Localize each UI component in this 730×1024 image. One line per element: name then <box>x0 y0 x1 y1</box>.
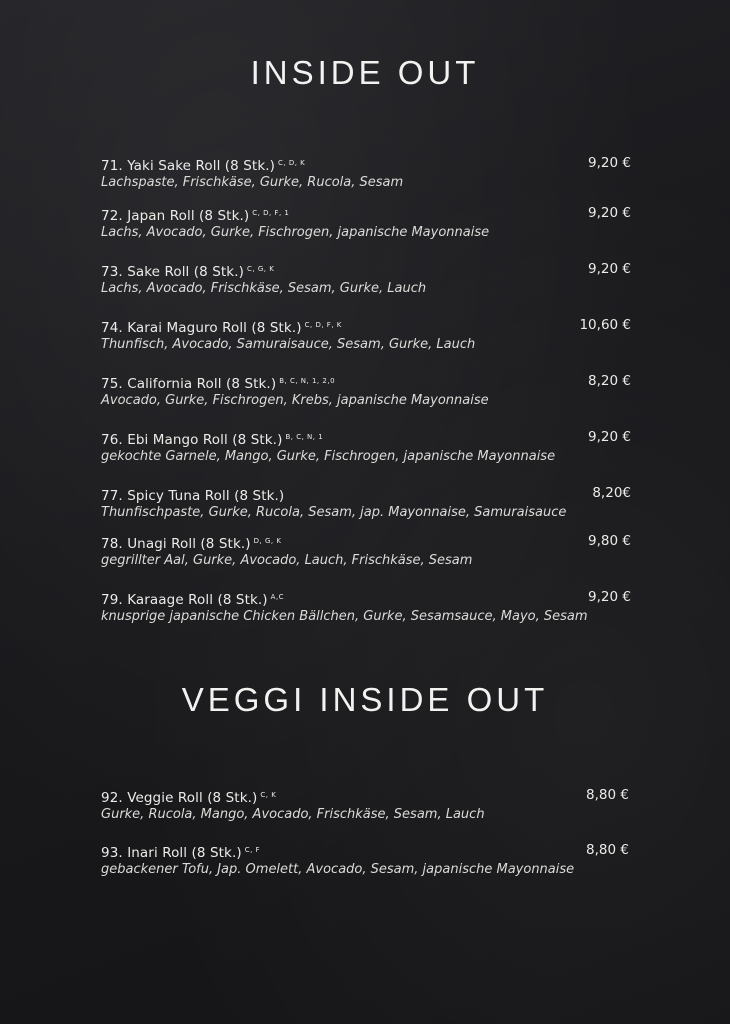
item-number: 76. <box>101 432 123 448</box>
menu-item-73 <box>101 261 631 296</box>
item-number: 77. <box>101 488 123 504</box>
item-title <box>101 432 323 448</box>
item-price: 9,20 € <box>588 261 631 277</box>
item-allergens: C, D, F, 1 <box>252 209 290 217</box>
item-price: 10,60 € <box>579 317 631 333</box>
section-title-inside-out: INSIDE OUT <box>250 54 480 91</box>
item-allergens: D, G, K <box>253 537 282 545</box>
item-number: 71. <box>101 158 123 174</box>
item-title <box>101 790 276 806</box>
item-title <box>101 320 342 336</box>
item-description: Avocado, Gurke, Fischrogen, Krebs, japanische Mayonnaise <box>101 393 489 408</box>
item-title <box>101 845 260 861</box>
item-allergens: C, K <box>260 791 277 799</box>
item-name: Karai Maguro Roll (8 Stk.) <box>127 320 302 336</box>
item-price: 8,20 € <box>588 373 631 389</box>
menu-item-92 <box>101 787 631 822</box>
item-price: 9,80 € <box>588 533 631 549</box>
item-description: gebackener Tofu, Jap. Omelett, Avocado, Sesam, japanische Mayonnaise <box>101 862 575 877</box>
menu-item-72 <box>101 205 631 240</box>
item-description: gekochte Garnele, Mango, Gurke, Fischrogen, japanische Mayonnaise <box>101 449 556 464</box>
menu-item-93 <box>101 842 631 877</box>
item-title <box>101 536 281 552</box>
section-title-veggi-inside-out: VEGGI INSIDE OUT <box>181 681 549 718</box>
item-name: Japan Roll (8 Stk.) <box>127 208 250 224</box>
item-title <box>101 264 274 280</box>
item-allergens: A,C <box>270 593 285 601</box>
item-description: gegrillter Aal, Gurke, Avocado, Lauch, Frischkäse, Sesam <box>101 553 473 568</box>
item-number: 73. <box>101 264 123 280</box>
item-number: 75. <box>101 376 123 392</box>
item-allergens: C, D, F, K <box>304 321 342 329</box>
item-allergens: B, C, N, 1 <box>285 433 324 441</box>
item-price: 9,20 € <box>588 205 631 221</box>
item-number: 78. <box>101 536 123 552</box>
item-description: knusprige japanische Chicken Bällchen, Gurke, Sesamsauce, Mayo, Sesam <box>101 609 588 624</box>
menu-item-76 <box>101 429 631 464</box>
item-title <box>101 592 284 608</box>
item-name: Spicy Tuna Roll (8 Stk.) <box>127 488 285 504</box>
item-name: Veggie Roll (8 Stk.) <box>127 790 258 806</box>
item-name: Unagi Roll (8 Stk.) <box>127 536 251 552</box>
menu-item-79 <box>101 589 631 624</box>
item-allergens: C, F <box>244 846 261 854</box>
item-allergens: C, D, K <box>278 159 306 167</box>
item-description: Lachs, Avocado, Frischkäse, Sesam, Gurke, Lauch <box>101 281 427 296</box>
item-number: 72. <box>101 208 123 224</box>
item-description: Thunfisch, Avocado, Samuraisauce, Sesam, Gurke, Lauch <box>101 337 476 352</box>
item-name: Yaki Sake Roll (8 Stk.) <box>127 158 275 174</box>
item-number: 92. <box>101 790 123 806</box>
item-title <box>101 376 335 392</box>
menu-item-77 <box>101 485 631 520</box>
item-description: Thunfischpaste, Gurke, Rucola, Sesam, jap. Mayonnaise, Samuraisauce <box>101 505 567 520</box>
item-number: 93. <box>101 845 123 861</box>
item-price: 8,80 € <box>586 842 629 858</box>
item-title <box>101 208 289 224</box>
item-allergens: C, G, K <box>246 265 275 273</box>
item-allergens: B, C, N, 1, 2,0 <box>279 377 336 385</box>
item-price: 9,20 € <box>588 589 631 605</box>
item-price: 8,20€ <box>592 485 631 501</box>
item-title <box>101 158 305 174</box>
item-name: Ebi Mango Roll (8 Stk.) <box>127 432 283 448</box>
item-name: Sake Roll (8 Stk.) <box>127 264 244 280</box>
item-title <box>101 488 287 504</box>
item-description: Gurke, Rucola, Mango, Avocado, Frischkäse, Sesam, Lauch <box>101 807 485 822</box>
item-name: Inari Roll (8 Stk.) <box>127 845 242 861</box>
item-number: 74. <box>101 320 123 336</box>
menu-item-74 <box>101 317 631 352</box>
item-description: Lachspaste, Frischkäse, Gurke, Rucola, Sesam <box>101 175 404 190</box>
item-name: California Roll (8 Stk.) <box>127 376 277 392</box>
item-number: 79. <box>101 592 123 608</box>
item-price: 8,80 € <box>586 787 629 803</box>
menu-item-75 <box>101 373 631 408</box>
menu-item-71 <box>101 155 631 190</box>
item-price: 9,20 € <box>588 429 631 445</box>
item-price: 9,20 € <box>588 155 631 171</box>
item-name: Karaage Roll (8 Stk.) <box>127 592 268 608</box>
item-description: Lachs, Avocado, Gurke, Fischrogen, japanische Mayonnaise <box>101 225 490 240</box>
menu-item-78 <box>101 533 631 568</box>
